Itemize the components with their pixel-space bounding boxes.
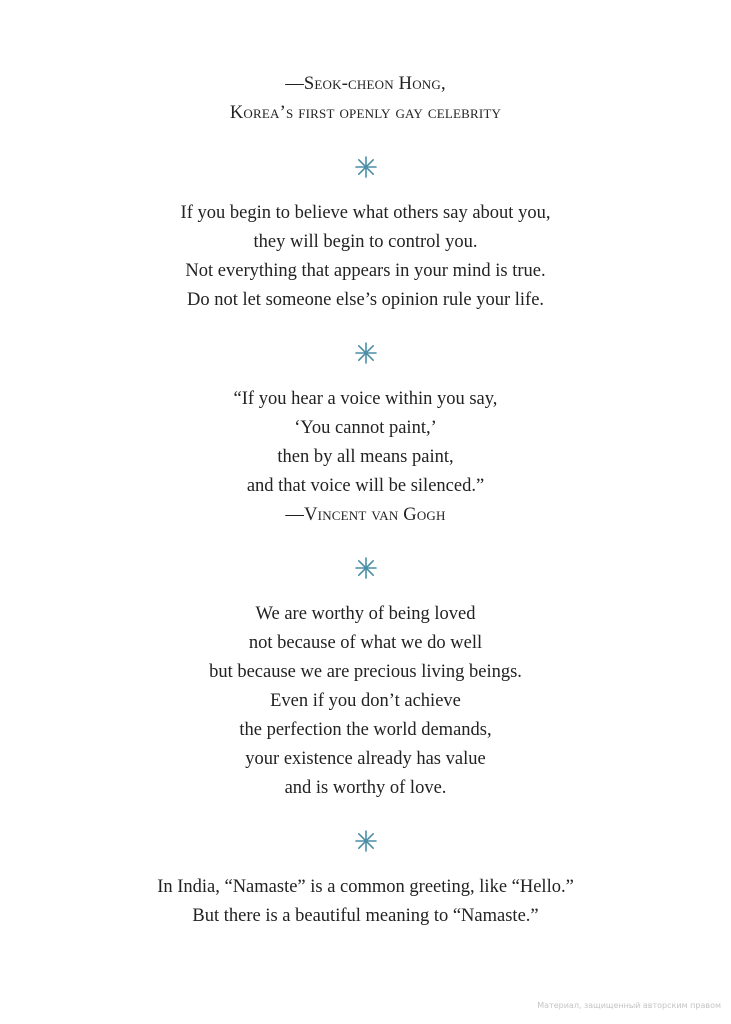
passage-line: but because we are precious living beings. — [209, 662, 522, 682]
passage-line: If you begin to believe what others say about you, — [180, 203, 551, 223]
passage-line: We are worthy of being loved — [255, 604, 476, 624]
asterisk-star-icon — [355, 830, 377, 852]
asterisk-star-icon — [355, 342, 377, 364]
attribution-hong — [0, 70, 731, 128]
passage-line: they will begin to control you. — [253, 232, 478, 252]
passage-line: Do not let someone else’s opinion rule your life. — [186, 290, 545, 310]
passage-line: your existence already has value — [245, 749, 486, 769]
quote-van-gogh — [0, 385, 731, 530]
quote-line: then by all means paint, — [277, 447, 454, 467]
copyright-watermark: Материал, защищенный авторским правом — [537, 1001, 721, 1010]
asterisk-star-icon — [355, 557, 377, 579]
passage-line: Even if you don’t achieve — [270, 691, 461, 711]
passage-line: the perfection the world demands, — [239, 720, 492, 740]
passage-line: and is worthy of love. — [284, 778, 447, 798]
passage-line: But there is a beautiful meaning to “Namaste.” — [192, 906, 539, 926]
passage-worthy — [0, 600, 731, 803]
passage-line: In India, “Namaste” is a common greeting, like “Hello.” — [157, 877, 574, 897]
quote-line: ‘You cannot paint,’ — [294, 418, 437, 438]
quote-line: “If you hear a voice within you say, — [233, 389, 498, 409]
asterisk-star-icon — [355, 156, 377, 178]
passage-namaste — [0, 873, 731, 931]
passage-line: Not everything that appears in your mind is true. — [185, 261, 546, 281]
attribution-name: —Seok-cheon Hong, — [285, 74, 446, 94]
passage-line: not because of what we do well — [248, 633, 483, 653]
passage-opinion — [0, 199, 731, 315]
quote-line: and that voice will be silenced.” — [246, 476, 485, 496]
quote-attribution: —Vincent van Gogh — [285, 505, 446, 525]
attribution-description: Korea’s first openly gay celebrity — [229, 103, 502, 123]
